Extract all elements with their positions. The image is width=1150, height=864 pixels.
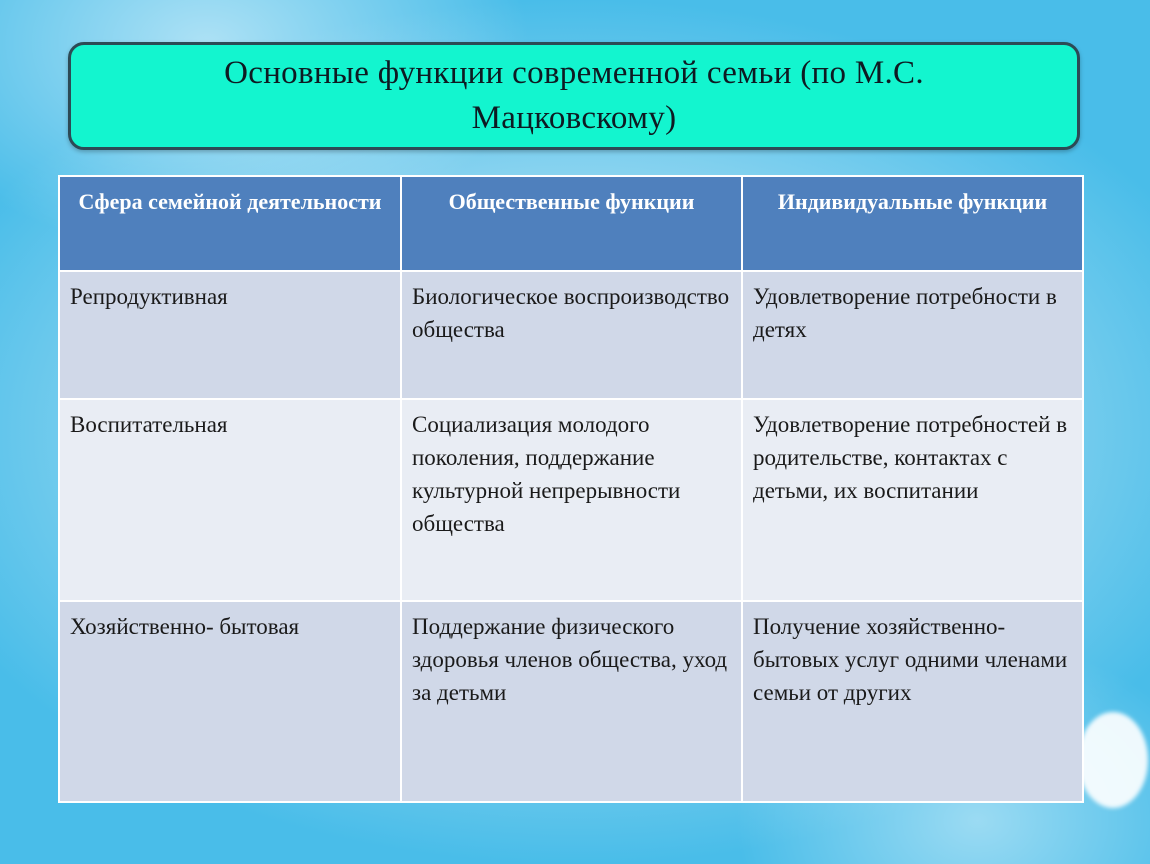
cell-individual: Удовлетворение потребности в детях <box>742 271 1083 399</box>
table-row <box>59 399 1083 601</box>
background-bokeh-light <box>1078 712 1148 808</box>
table-header-row <box>59 176 1083 271</box>
cell-individual: Получение хозяйственно-бытовых услуг одними членами семьи от других <box>742 601 1083 802</box>
table-row <box>59 601 1083 802</box>
functions-table <box>58 175 1084 803</box>
cell-social: Биологическое воспроизводство общества <box>401 271 742 399</box>
title-banner <box>68 42 1080 150</box>
cell-social: Социализация молодого поколения, поддержание культурной непрерывности общества <box>401 399 742 601</box>
header-individual-functions: Индивидуальные функции <box>742 176 1083 271</box>
header-social-functions: Общественные функции <box>401 176 742 271</box>
cell-sphere: Хозяйственно- бытовая <box>59 601 401 802</box>
header-sphere: Сфера семейной деятельности <box>59 176 401 271</box>
cell-individual: Удовлетворение потребностей в родительстве, контактах с детьми, их воспитании <box>742 399 1083 601</box>
cell-social: Поддержание физического здоровья членов общества, уход за детьми <box>401 601 742 802</box>
cell-sphere: Воспитательная <box>59 399 401 601</box>
cell-sphere: Репродуктивная <box>59 271 401 399</box>
table-row <box>59 271 1083 399</box>
slide-title: Основные функции современной семьи (по М.С. Мацковскому) <box>224 55 924 136</box>
